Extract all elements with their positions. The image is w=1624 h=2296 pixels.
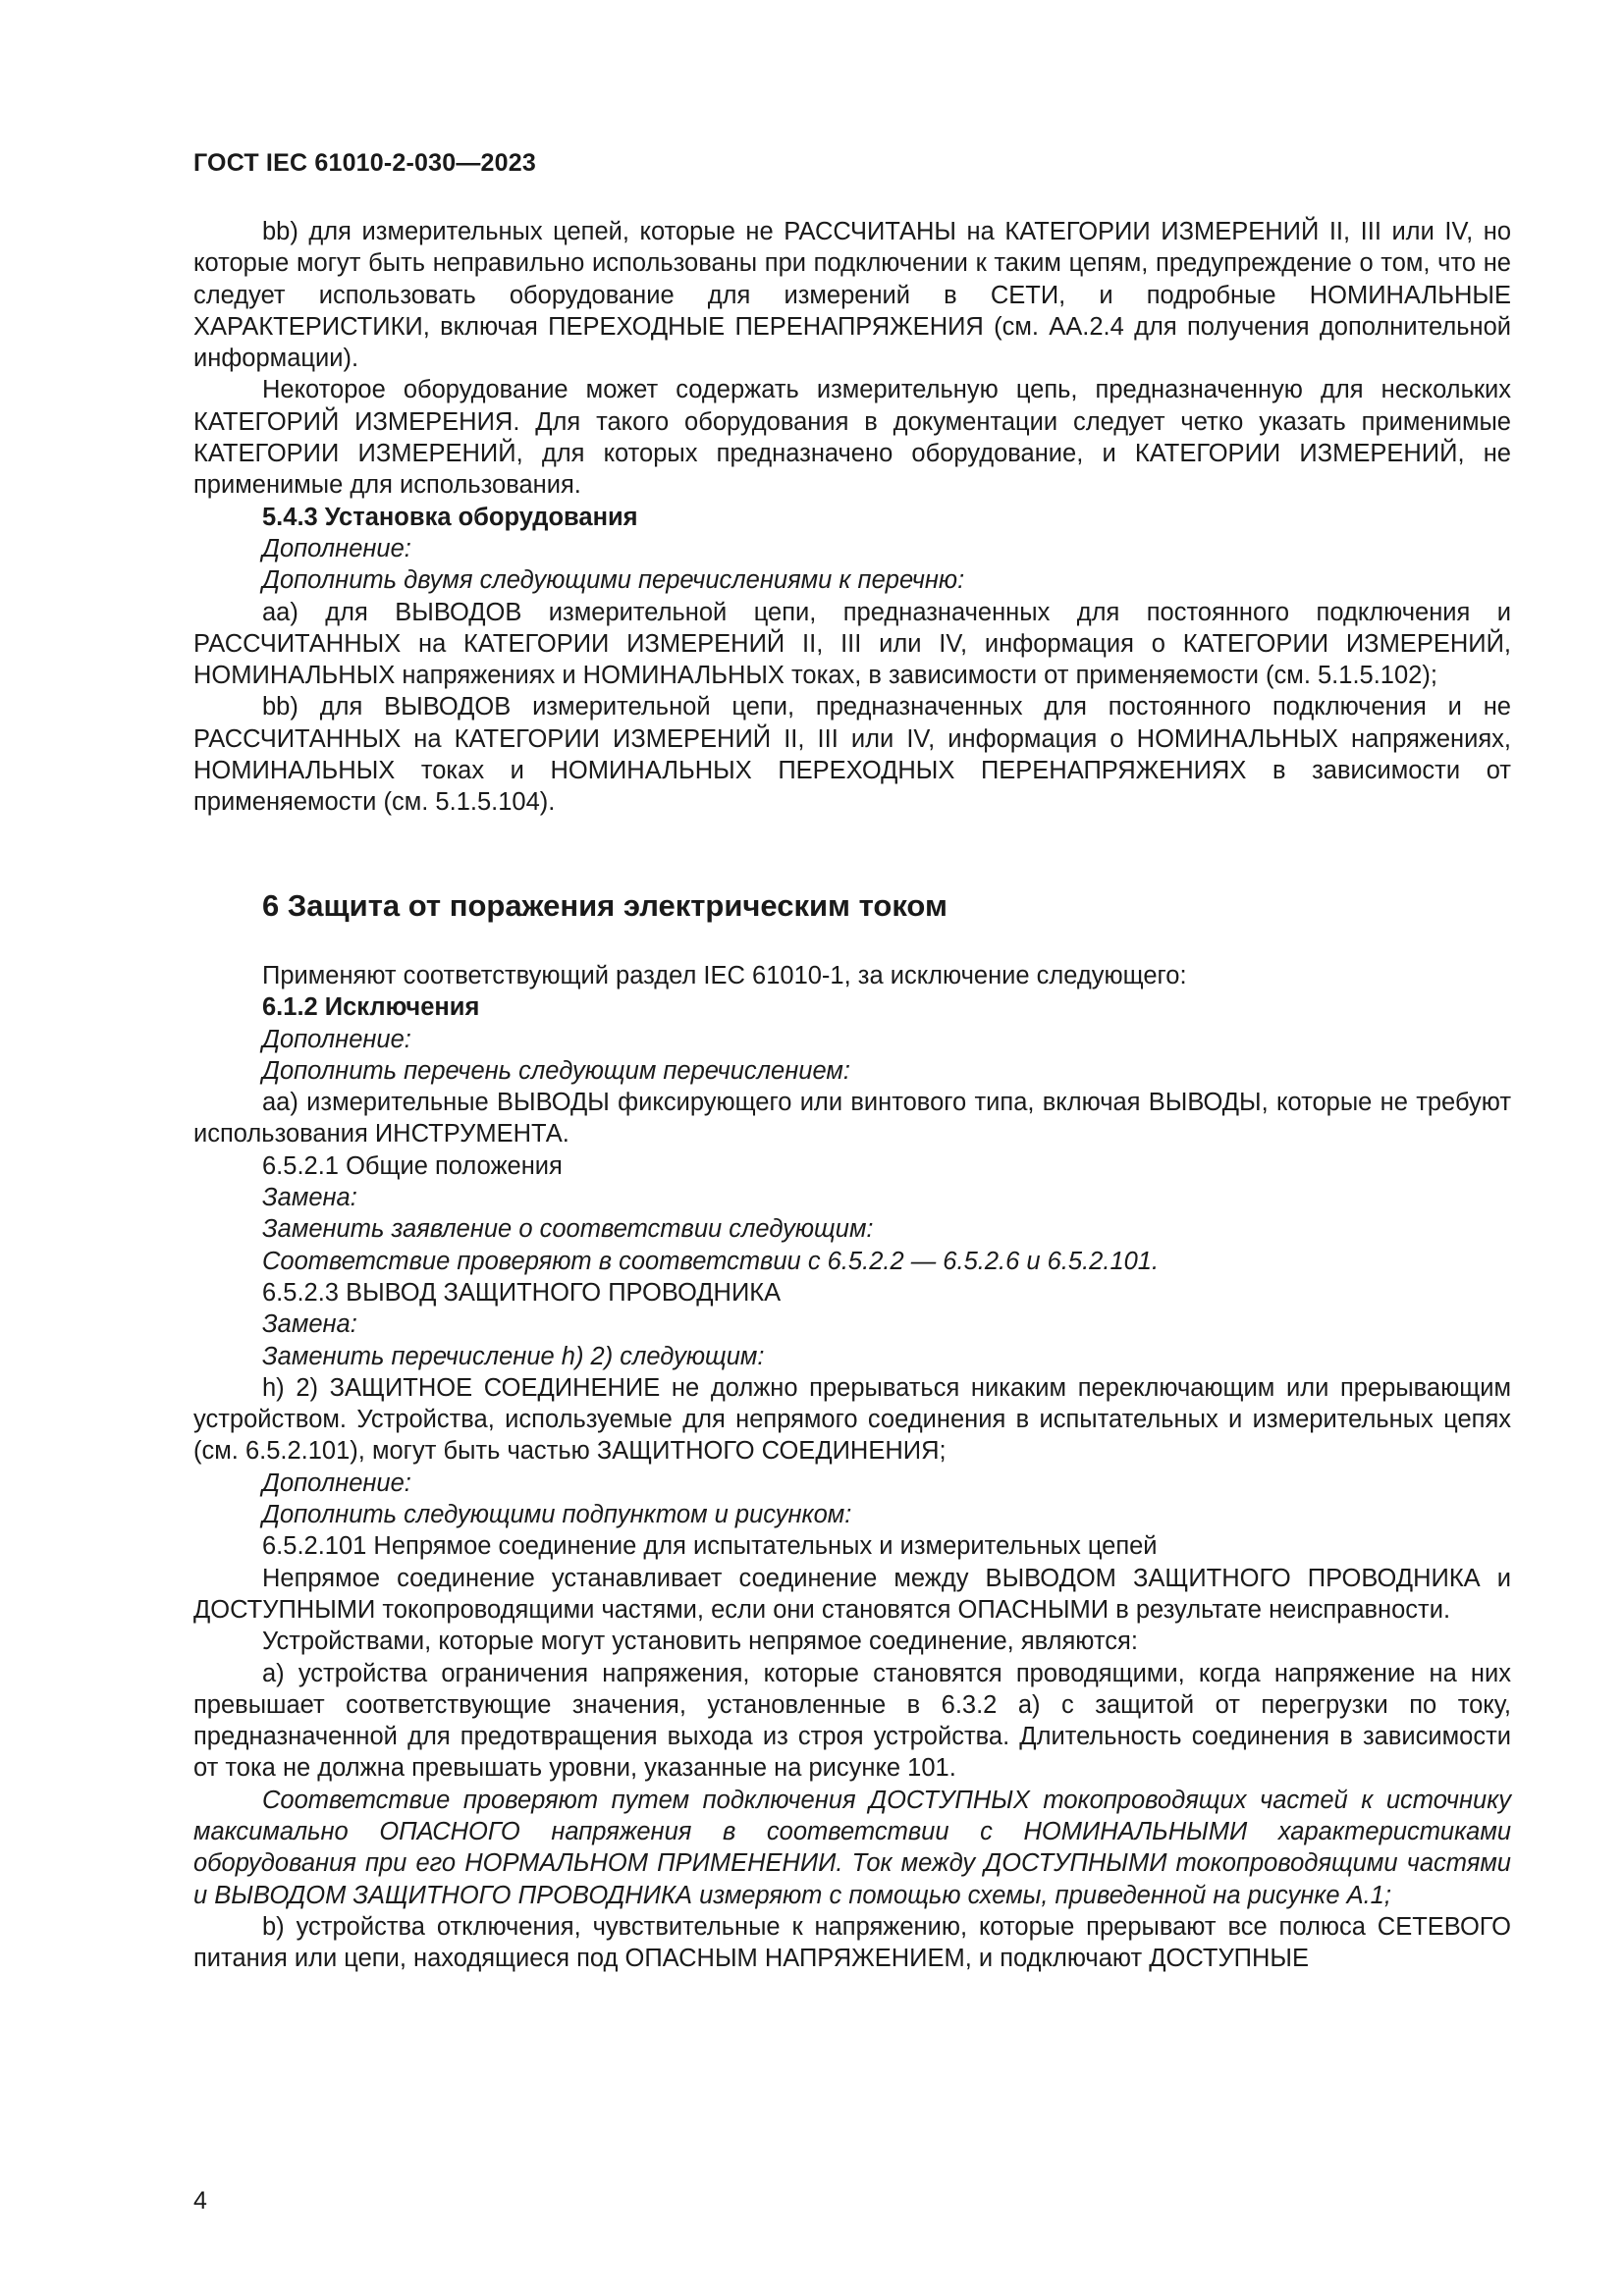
list-item-h2: h) 2) ЗАЩИТНОЕ СОЕДИНЕНИЕ не должно прерываться никаким переключающим или прерывающим устройством. Устройства, используемые для непрямого соединения в испытательных и измерительных цепях (см. 6.5.2.101), могут быть частью ЗАЩИТНОГО СОЕДИНЕНИЯ; [193, 1373, 1511, 1466]
amendment-instruction: Дополнить двумя следующими перечислениями к перечню: [262, 566, 965, 595]
compliance-statement: Соответствие проверяют в соответствии с 6.5.2.2 — 6.5.2.6 и 6.5.2.101. [262, 1247, 1160, 1275]
section-heading-6: 6 Защита от поражения электрическим током [262, 888, 947, 923]
clause-heading-6-5-2-101: 6.5.2.101 Непрямое соединение для испытательных и измерительных цепей [262, 1532, 1158, 1561]
clause-heading-6-5-2-3: 6.5.2.3 ВЫВОД ЗАЩИТНОГО ПРОВОДНИКА [262, 1278, 782, 1307]
amendment-addition-label: Дополнение: [262, 1468, 411, 1497]
amendment-replacement-label: Замена: [262, 1310, 357, 1339]
paragraph-devices-intro: Устройствами, которые могут установить непрямое соединение, являются: [262, 1628, 1138, 1656]
clause-heading-5-4-3: 5.4.3 Установка оборудования [262, 503, 638, 531]
list-item-aa-terminals: аа) для ВЫВОДОВ измерительной цепи, предназначенных для постоянного подключения и РАССЧИТАННЫХ на КАТЕГОРИИ ИЗМЕРЕНИЙ II, III или IV, информация о КАТЕГОРИИ ИЗМЕРЕНИЙ, НОМИНАЛЬНЫХ напряжениях и НОМИНАЛЬНЫХ токах, в зависимости от применяемости (см. 5.1.5.102); [193, 598, 1511, 690]
amendment-replacement-label: Замена: [262, 1184, 357, 1212]
amendment-instruction: Дополнить следующими подпунктом и рисунком: [262, 1501, 852, 1529]
amendment-addition-label: Дополнение: [262, 534, 411, 562]
compliance-statement-a: Соответствие проверяют путем подключения ДОСТУПНЫХ токопроводящих частей к источнику максимально ОПАСНОГО напряжения в соответствии с НОМИНАЛЬНЫМИ характеристиками оборудования при его НОРМАЛЬНОМ ПРИМЕНЕНИИ. Ток между ДОСТУПНЫМИ токопроводящими частями и ВЫВОДОМ ЗАЩИТНОГО ПРОВОДНИКА измеряют с помощью схемы, приведенной на рисунке А.1; [193, 1786, 1511, 1909]
text-block-clause-5 [193, 216, 1511, 819]
amendment-addition-label: Дополнение: [262, 1025, 411, 1053]
paragraph-applies: Применяют соответствующий раздел IEC 61010-1, за исключение следующего: [262, 962, 1187, 989]
paragraph-bb-measuring-circuits: bb) для измерительных цепей, которые не РАССЧИТАНЫ на КАТЕГОРИИ ИЗМЕРЕНИЙ II, III или IV, но которые могут быть неправильно использованы при подключении к таким цепям, предупреждение о том, что не следует использовать оборудование для измерений в СЕТИ, и подробные НОМИНАЛЬНЫЕ ХАРАКТЕРИСТИКИ, включая ПЕРЕХОДНЫЕ ПЕРЕНАПРЯЖЕНИЯ (см. АА.2.4 для получения дополнительной информации). [193, 218, 1511, 373]
list-item-b-disconnect: b) устройства отключения, чувствительные к напряжению, которые прерывают все полюса СЕТЕВОГО питания или цепи, находящиеся под ОПАСНЫМ НАПРЯЖЕНИЕМ, и подключают ДОСТУПНЫЕ [193, 1912, 1511, 1973]
page-number: 4 [193, 2187, 207, 2215]
clause-heading-6-1-2: 6.1.2 Исключения [262, 993, 480, 1022]
running-header: ГОСТ IEC 61010-2-030—2023 [193, 149, 536, 177]
amendment-instruction: Заменить заявление о соответствии следующим: [262, 1215, 874, 1244]
list-item-a-voltage-limiting: а) устройства ограничения напряжения, которые становятся проводящими, когда напряжение на них превышает соответствующие значения, установленные в 6.3.2 а) с защитой от перегрузки по току, предназначенной для предотвращения выхода из строя устройства. Длительность соединения в зависимости от тока не должна превышать уровни, указанные на рисунке 101. [193, 1659, 1511, 1783]
list-item-bb-terminals: bb) для ВЫВОДОВ измерительной цепи, предназначенных для постоянного подключения и не РАССЧИТАННЫХ на КАТЕГОРИИ ИЗМЕРЕНИЙ II, III или IV, информация о НОМИНАЛЬНЫХ напряжениях, НОМИНАЛЬНЫХ токах и НОМИНАЛЬНЫХ ПЕРЕХОДНЫХ ПЕРЕНАПРЯЖЕНИЯХ в зависимости от применяемости (см. 5.1.5.104). [193, 693, 1511, 817]
paragraph-several-categories: Некоторое оборудование может содержать измерительную цепь, предназначенную для нескольких КАТЕГОРИЙ ИЗМЕРЕНИЯ. Для такого оборудования в документации следует четко указать применимые КАТЕГОРИИ ИЗМЕРЕНИЙ, для которых предназначено оборудование, и КАТЕГОРИИ ИЗМЕРЕНИЙ, не применимые для использования. [193, 376, 1511, 500]
clause-heading-6-5-2-1: 6.5.2.1 Общие положения [262, 1151, 563, 1180]
amendment-instruction: Дополнить перечень следующим перечислением: [262, 1056, 850, 1085]
amendment-instruction: Заменить перечисление h) 2) следующим: [262, 1342, 765, 1370]
list-item-aa-fixing-terminals: аа) измерительные ВЫВОДЫ фиксирующего или винтового типа, включая ВЫВОДЫ, которые не требуют использования ИНСТРУМЕНТА. [193, 1089, 1511, 1148]
text-block-section-6 [193, 960, 1511, 1975]
paragraph-indirect-connection: Непрямое соединение устанавливает соединение между ВЫВОДОМ ЗАЩИТНОГО ПРОВОДНИКА и ДОСТУПНЫМИ токопроводящими частями, если они становятся ОПАСНЫМИ в результате неисправности. [193, 1564, 1511, 1624]
